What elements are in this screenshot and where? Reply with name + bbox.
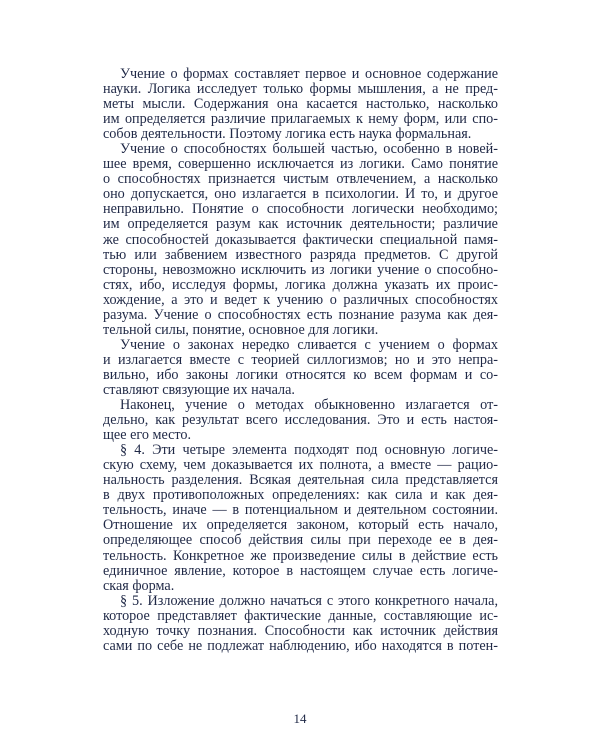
text-line: § 5. Изложение должно начаться с этого конкретного начала, bbox=[120, 592, 498, 609]
text-line: дельно, как результат всего исследования. Это и есть настоя- bbox=[103, 412, 498, 429]
text-line: собов деятельности. Поэтому логика есть наука формальная. bbox=[103, 126, 472, 143]
text-line: сами по себе не подлежат наблюдению, ибо находятся в потен- bbox=[103, 637, 498, 654]
text-line: вильно, ибо законы логики относятся ко всем формам и со- bbox=[103, 366, 498, 383]
paragraph bbox=[103, 594, 498, 654]
text-line: скую схему, чем доказывается их полнота, а вместе — рацио- bbox=[103, 457, 498, 474]
text-line: Наконец, учение о методах обыкновенно излагается от- bbox=[120, 397, 498, 414]
text-line: и излагается вместе с теорией силлогизмов; но и это непра- bbox=[103, 351, 498, 368]
text-line: хождение, а это и ведет к учению о различных способностях bbox=[103, 291, 498, 308]
text-line: ставляют связующие их начала. bbox=[103, 381, 295, 398]
page-body-text bbox=[103, 67, 498, 654]
text-line: меты мысли. Содержания она касается настолько, насколько bbox=[103, 96, 498, 113]
text-line: Учение о способностях большей частью, особенно в новей- bbox=[120, 141, 498, 158]
paragraph bbox=[103, 338, 498, 398]
text-line: ходную точку познания. Способности как источник действия bbox=[103, 622, 498, 639]
text-line: разума. Учение о способностях есть познание разума как дея- bbox=[103, 306, 498, 323]
text-line: тельной силы, понятие, основное для логики. bbox=[103, 321, 379, 338]
text-line: Учение о законах нередко сливается с учением о формах bbox=[120, 336, 498, 353]
text-line: науки. Логика исследует только формы мышления, а не пред- bbox=[103, 81, 498, 98]
paragraph bbox=[103, 443, 498, 593]
text-line: им определяется различие прилагаемых к нему форм, или спо- bbox=[103, 111, 498, 128]
text-line: шее время, совершенно исключается из логики. Само понятие bbox=[103, 156, 498, 173]
text-line: стях, ибо, исследуя формы, логика должна указать их проис- bbox=[103, 276, 498, 293]
text-line: Учение о формах составляет первое и основное содержание bbox=[120, 66, 498, 82]
paragraph bbox=[103, 67, 498, 142]
text-line: которое представляет фактические данные, составляющие ис- bbox=[103, 607, 498, 624]
text-line: оно допускается, оно излагается в психологии. И то, и другое bbox=[103, 186, 498, 203]
text-line: нальность разделения. Всякая деятельная сила представляется bbox=[103, 472, 498, 489]
text-line: тельность, иначе — в потенциальном и деятельном состоянии. bbox=[103, 502, 498, 519]
text-line: щее его место. bbox=[103, 427, 192, 444]
text-line: тельность. Конкретное же произведение силы в действие есть bbox=[103, 547, 498, 564]
text-line: ская форма. bbox=[103, 577, 175, 594]
text-line: Отношение их определяется законом, который есть начало, bbox=[103, 517, 498, 534]
page-number: 14 bbox=[293, 711, 307, 726]
text-line: им определяется разум как источник деятельности; различие bbox=[103, 216, 498, 233]
text-line: о способностях признается чистым отвлечением, а насколько bbox=[103, 171, 498, 188]
text-line: же способностей доказывается фактически специальной памя- bbox=[103, 231, 498, 248]
text-line: единичное явление, которое в настоящем случае есть логиче- bbox=[103, 562, 498, 579]
text-line: неправильно. Понятие о способности логически необходимо; bbox=[103, 201, 498, 218]
text-line: определяющее способ действия силы при переходе ее в дея- bbox=[103, 532, 498, 549]
text-line: в двух противоположных определениях: как сила и как дея- bbox=[103, 487, 498, 504]
text-line: стороны, невозможно исключить из логики учение о способно- bbox=[103, 261, 498, 278]
paragraph bbox=[103, 398, 498, 443]
text-line: тью или забвением известного разряда предметов. С другой bbox=[103, 246, 498, 263]
paragraph bbox=[103, 142, 498, 338]
text-line: § 4. Эти четыре элемента подходят под основную логиче- bbox=[120, 442, 498, 459]
